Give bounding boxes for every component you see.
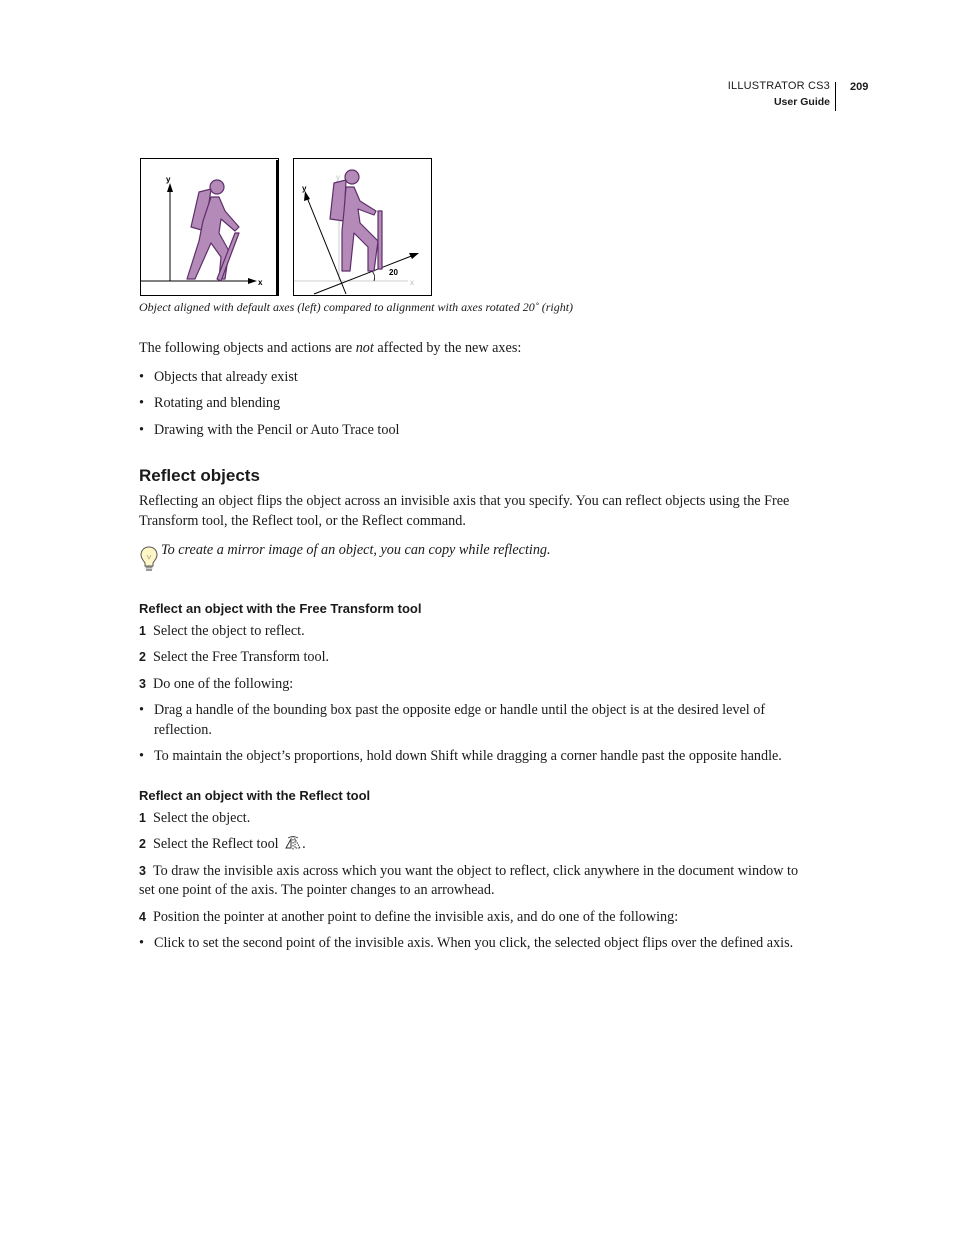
subheading-reflect-tool: Reflect an object with the Reflect tool	[139, 788, 371, 803]
intro-text-a: The following objects and actions are	[139, 340, 356, 356]
figure-default-axes	[140, 158, 279, 296]
step-number: 2	[139, 837, 146, 851]
list-item: • Drag a handle of the bounding box past the opposite edge or handle until the object is at the desired level of reflection.	[139, 700, 819, 740]
list-item: • Rotating and blending	[139, 393, 819, 413]
step-text: Do one of the following:	[152, 676, 294, 692]
figure-rotated-axes-graphic	[294, 159, 431, 295]
figure-rotated-axes	[293, 158, 432, 296]
step-text-cont: set one point of the axis. The pointer changes to an arrowhead.	[139, 882, 495, 898]
step-text: Select the Reflect tool	[152, 836, 279, 852]
step-item	[139, 621, 819, 641]
step-item	[139, 834, 819, 854]
step-item	[139, 647, 819, 667]
y-axis-arrow	[167, 183, 173, 192]
step-number: 3	[139, 677, 146, 691]
step-text: Position the pointer at another point to define the invisible axis, and do one of the following:	[152, 909, 679, 925]
list-item-text: Drag a handle of the bounding box past the opposite edge or handle until the object is at the desired level of	[154, 702, 766, 718]
page-number: 209	[850, 81, 869, 93]
step-item	[139, 808, 819, 828]
step-item	[139, 861, 819, 881]
list-item: • To maintain the object’s proportions, hold down Shift while dragging a corner handle past the opposite handle.	[139, 746, 819, 766]
step-number: 3	[139, 864, 146, 878]
lightbulb-icon	[139, 545, 159, 573]
step-number: 4	[139, 910, 146, 924]
y-axis-label: y	[166, 175, 171, 184]
faint-y-label: y	[336, 173, 340, 182]
faint-x-label: x	[410, 278, 414, 287]
step-item	[139, 674, 819, 694]
step-text-end: .	[302, 836, 306, 852]
tip-text: To create a mirror image of an object, you can copy while reflecting.	[161, 542, 551, 558]
hiker-figure-rotated	[330, 170, 382, 271]
rotated-y-label: y	[302, 184, 307, 193]
intro-emphasis: not	[355, 340, 374, 356]
intro-paragraph	[139, 338, 521, 358]
header-product: ILLUSTRATOR CS3	[727, 80, 830, 92]
rotated-x-arrow	[409, 253, 419, 259]
step-item	[139, 907, 819, 927]
angle-label: 20	[389, 268, 398, 277]
section-paragraph-line2: Transform tool, the Reflect tool, or the Reflect command.	[139, 513, 466, 529]
list-item-text: Drawing with the Pencil or Auto Trace tool	[154, 422, 400, 438]
angle-arc	[372, 271, 375, 281]
reflect-tool-icon	[284, 835, 302, 851]
x-axis-label: x	[258, 278, 263, 287]
step-text: Select the object.	[152, 810, 251, 826]
figure-shadow	[276, 160, 278, 296]
step-number: 1	[139, 811, 146, 825]
list-item: • Drawing with the Pencil or Auto Trace tool	[139, 420, 819, 440]
header-guide: User Guide	[773, 96, 830, 108]
hiker-figure	[187, 180, 239, 281]
step-number: 2	[139, 650, 146, 664]
list-item-text: To maintain the object’s proportions, hold down Shift while dragging a corner handle past the opposite handle.	[154, 748, 782, 764]
intro-text-b: affected by the new axes:	[373, 340, 522, 356]
figure-caption: Object aligned with default axes (left) compared to alignment with axes rotated 20˚ (right)	[139, 300, 574, 314]
list-item: • Click to set the second point of the invisible axis. When you click, the selected object flips over the defined axis.	[139, 933, 819, 953]
step-text: To draw the invisible axis across which you want the object to reflect, click anywhere in the document window to	[152, 863, 799, 879]
x-axis-arrow	[248, 278, 257, 284]
subheading-free-transform: Reflect an object with the Free Transform tool	[139, 601, 422, 616]
step-text: Select the object to reflect.	[152, 623, 305, 639]
list-item-text-cont: reflection.	[154, 722, 212, 738]
figure-default-axes-graphic	[141, 159, 278, 295]
list-item-text: Objects that already exist	[154, 369, 298, 385]
section-paragraph-line1: Reflecting an object flips the object across an invisible axis that you specify. You can reflect objects using the Free	[139, 493, 790, 509]
rotated-x-axis	[314, 255, 414, 294]
list-item: • Objects that already exist	[139, 367, 819, 387]
section-title: Reflect objects	[139, 466, 260, 485]
list-item-text: Rotating and blending	[154, 395, 281, 411]
step-number: 1	[139, 624, 146, 638]
step-text: Select the Free Transform tool.	[152, 649, 330, 665]
header-divider	[835, 82, 836, 111]
list-item-text: Click to set the second point of the invisible axis. When you click, the selected object flips over the defined axis.	[154, 935, 794, 951]
